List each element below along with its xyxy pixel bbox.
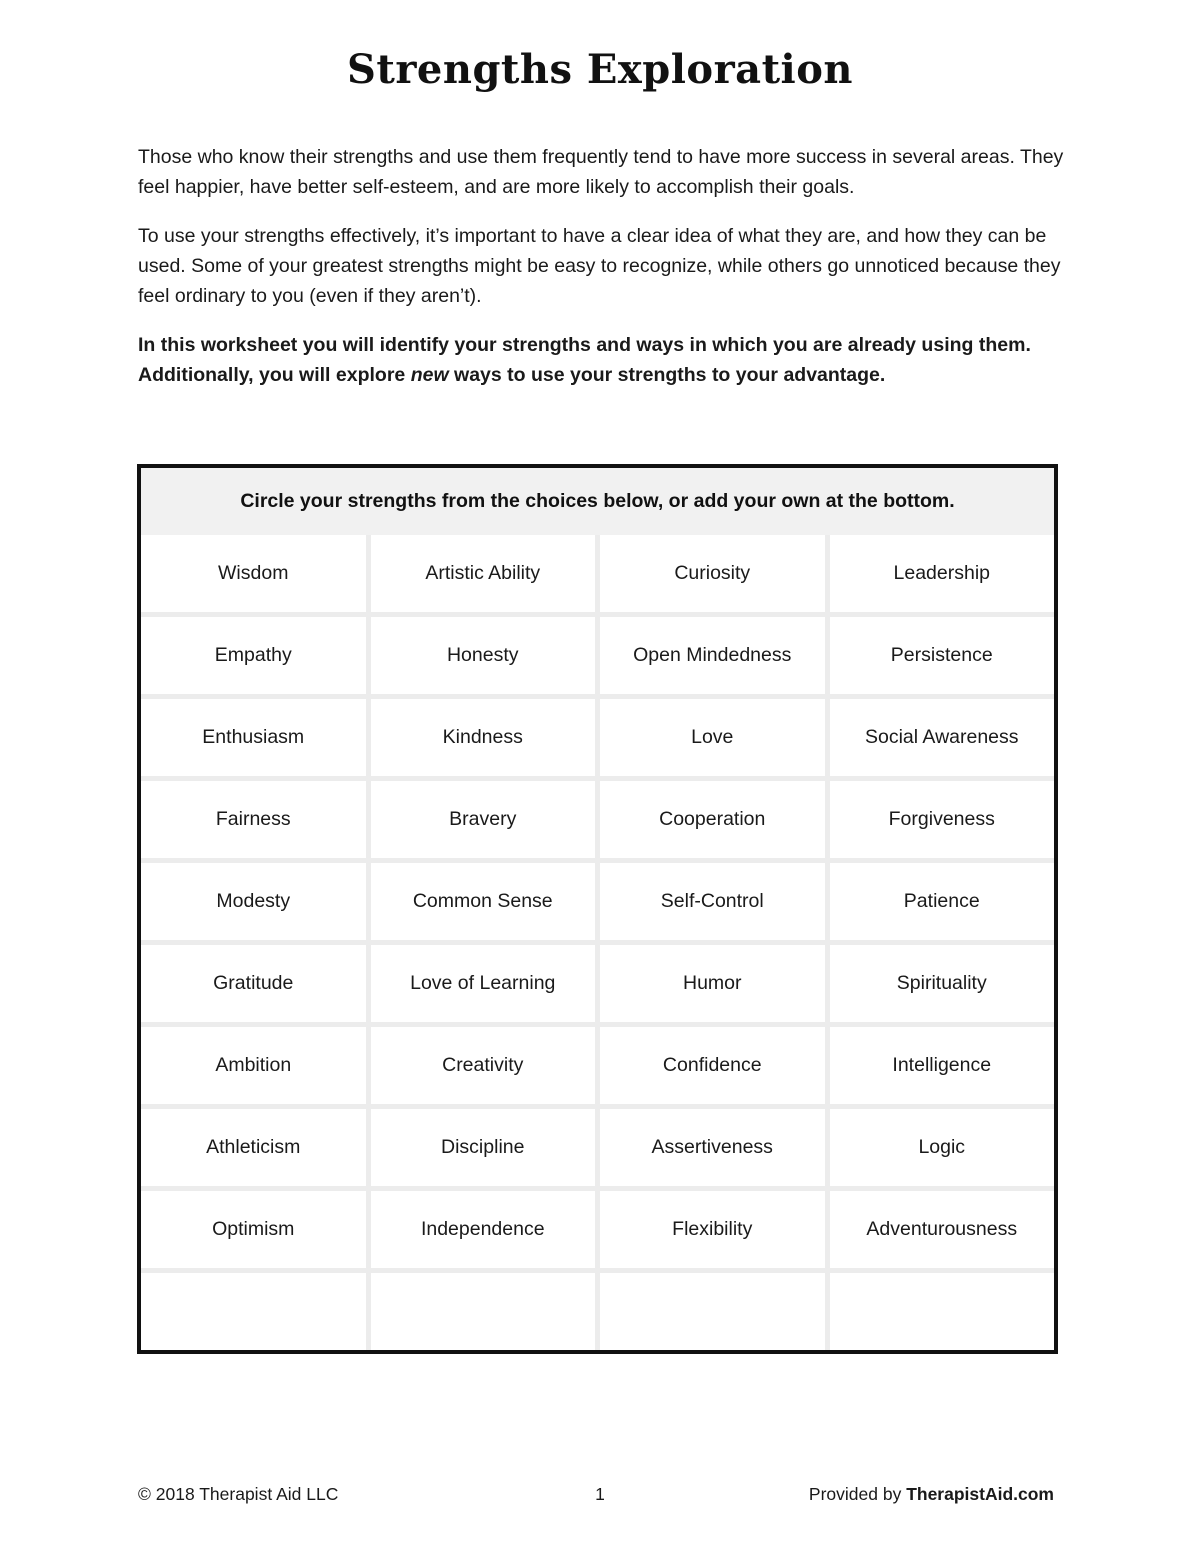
strength-cell[interactable]: Leadership bbox=[830, 535, 1055, 612]
strength-cell[interactable]: Bravery bbox=[371, 781, 596, 858]
custom-strength-cell[interactable] bbox=[600, 1273, 825, 1350]
page-title: Strengths Exploration bbox=[346, 46, 854, 93]
instructions-text-start: In this worksheet you will identify your strengths and ways in which you are already using them. Additionally, you will explore bbox=[138, 334, 1031, 386]
strength-cell[interactable]: Artistic Ability bbox=[371, 535, 596, 612]
strength-cell[interactable]: Spirituality bbox=[830, 945, 1055, 1022]
strength-cell[interactable]: Empathy bbox=[141, 617, 366, 694]
strength-cell[interactable]: Logic bbox=[830, 1109, 1055, 1186]
custom-strength-cell[interactable] bbox=[830, 1273, 1055, 1350]
strength-cell[interactable]: Humor bbox=[600, 945, 825, 1022]
strength-cell[interactable]: Ambition bbox=[141, 1027, 366, 1104]
brand-name: TherapistAid.com bbox=[906, 1484, 1054, 1504]
strength-cell[interactable]: Gratitude bbox=[141, 945, 366, 1022]
strength-cell[interactable]: Enthusiasm bbox=[141, 699, 366, 776]
instructions-emphasis: new bbox=[410, 364, 449, 386]
strength-cell[interactable]: Fairness bbox=[141, 781, 366, 858]
strength-cell[interactable]: Assertiveness bbox=[600, 1109, 825, 1186]
provided-by-label: Provided by bbox=[808, 1484, 907, 1504]
strength-cell[interactable]: Patience bbox=[830, 863, 1055, 940]
strength-cell[interactable]: Creativity bbox=[371, 1027, 596, 1104]
strength-cell[interactable]: Common Sense bbox=[371, 863, 596, 940]
strength-cell[interactable]: Self-Control bbox=[600, 863, 825, 940]
strength-cell[interactable]: Optimism bbox=[141, 1191, 366, 1268]
strength-cell[interactable]: Open Mindedness bbox=[600, 617, 825, 694]
strength-cell[interactable]: Kindness bbox=[371, 699, 596, 776]
strength-cell[interactable]: Love of Learning bbox=[371, 945, 596, 1022]
strength-cell[interactable]: Confidence bbox=[600, 1027, 825, 1104]
strength-cell[interactable]: Forgiveness bbox=[830, 781, 1055, 858]
intro-paragraph-2: To use your strengths effectively, it’s important to have a clear idea of what they are, and how they can be used. Some of your greatest strengths might be easy to recognize, while others go unnoticed because they feel ordinary to you (even if they aren’t). bbox=[138, 225, 1061, 307]
strength-cell[interactable]: Adventurousness bbox=[830, 1191, 1055, 1268]
strength-cell[interactable]: Wisdom bbox=[141, 535, 366, 612]
copyright-notice: © 2018 Therapist Aid LLC bbox=[138, 1484, 339, 1504]
instructions-text-end: ways to use your strengths to your advantage. bbox=[448, 364, 886, 386]
strength-cell[interactable]: Cooperation bbox=[600, 781, 825, 858]
strength-cell[interactable]: Curiosity bbox=[600, 535, 825, 612]
strength-cell[interactable]: Athleticism bbox=[141, 1109, 366, 1186]
strengths-table-header: Circle your strengths from the choices below, or add your own at the bottom. bbox=[141, 468, 1054, 535]
strength-cell[interactable]: Social Awareness bbox=[830, 699, 1055, 776]
instructions-paragraph bbox=[138, 330, 1068, 390]
strength-cell[interactable]: Love bbox=[600, 699, 825, 776]
strength-cell[interactable]: Intelligence bbox=[830, 1027, 1055, 1104]
strength-cell[interactable]: Persistence bbox=[830, 617, 1055, 694]
provided-by bbox=[809, 1484, 1054, 1505]
custom-strength-cell[interactable] bbox=[371, 1273, 596, 1350]
page-number: 1 bbox=[595, 1484, 605, 1504]
strengths-grid bbox=[141, 535, 1054, 1350]
strength-cell[interactable]: Modesty bbox=[141, 863, 366, 940]
custom-strength-cell[interactable] bbox=[141, 1273, 366, 1350]
strength-cell[interactable]: Flexibility bbox=[600, 1191, 825, 1268]
strengths-table bbox=[137, 464, 1058, 1354]
intro-paragraph-1: Those who know their strengths and use them frequently tend to have more success in several areas. They feel happier, have better self-esteem, and are more likely to accomplish their goals. bbox=[138, 146, 1064, 198]
strength-cell[interactable]: Independence bbox=[371, 1191, 596, 1268]
strength-cell[interactable]: Honesty bbox=[371, 617, 596, 694]
strength-cell[interactable]: Discipline bbox=[371, 1109, 596, 1186]
